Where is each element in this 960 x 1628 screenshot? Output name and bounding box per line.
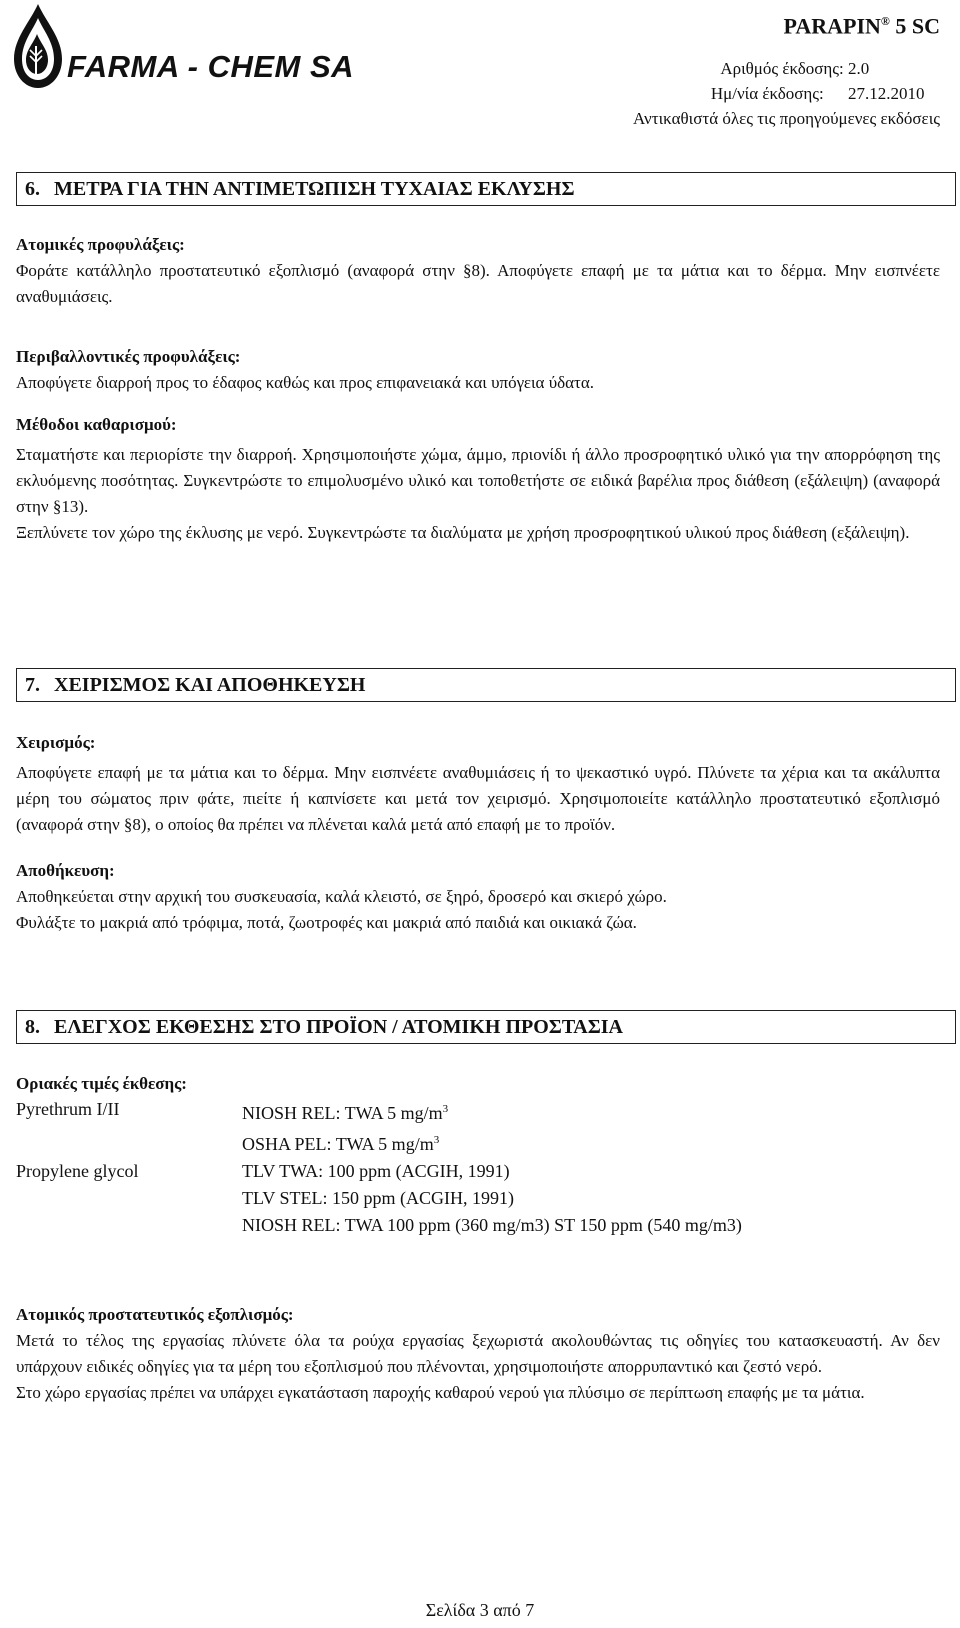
- date-row: [520, 81, 940, 106]
- version-value: 2.0: [848, 59, 870, 78]
- limit-value-text: OSHA PEL: TWA 5 mg/m: [242, 1134, 434, 1154]
- version-row: [520, 56, 940, 81]
- storage-heading: Αποθήκευση:: [16, 861, 115, 880]
- substance-name: [16, 1185, 242, 1212]
- handling-text: Αποφύγετε επαφή με τα μάτια και το δέρμα. Μην εισπνέετε αναθυμιάσεις ή το ψεκαστικό υγρό. Πλύνετε τα χέρια και τα ακάλυπτα μέρη του σώματος πριν φάτε, πιείτε ή καπνίσετε και μετά τον χειρισμό. Χρησιμοποιείτε κατάλληλο προστατευτικό εξοπλισμό (αναφορά στην §8), ο οποίος θα πρέπει να πλένεται καλά μετά από επαφή με το προϊόν.: [16, 763, 940, 834]
- supersedes-note: Αντικαθιστά όλες τις προηγούμενες εκδόσεις: [633, 109, 940, 128]
- company-logo-text: FARMA - CHEM SA: [67, 49, 355, 84]
- limit-value: [242, 1127, 439, 1158]
- limit-value: [242, 1185, 514, 1212]
- exposure-limit-row: [16, 1212, 742, 1239]
- exposure-limits-heading: Οριακές τιμές έκθεσης:: [16, 1074, 187, 1093]
- storage-text: Αποθηκεύεται στην αρχική του συσκευασία, καλά κλειστό, σε ξηρό, δροσερό και σκιερό χώρο.: [16, 887, 667, 906]
- exposure-limit-row: [16, 1127, 742, 1158]
- section-8-header: [16, 1010, 956, 1044]
- section-7-number: 7.: [25, 673, 40, 696]
- page-number: Σελίδα 3 από 7: [425, 1600, 535, 1620]
- ppe-heading: Ατομικός προστατευτικός εξοπλισμός:: [16, 1305, 294, 1324]
- version-info: [520, 56, 940, 131]
- limit-value-superscript: 3: [433, 1134, 440, 1146]
- substance-name: Propylene glycol: [16, 1161, 139, 1181]
- limit-value: [242, 1212, 742, 1239]
- exposure-limit-row: [16, 1158, 742, 1185]
- drop-leaf-icon: [14, 4, 74, 94]
- limit-value-text: NIOSH REL: TWA 5 mg/m: [242, 1103, 443, 1123]
- limit-value-text: TLV TWA: 100 ppm (ACGIH, 1991): [242, 1161, 510, 1181]
- environmental-precautions-text: Αποφύγετε διαρροή προς το έδαφος καθώς και προς επιφανειακά και υπόγεια ύδατα.: [16, 373, 595, 392]
- product-suffix: 5 SC: [895, 13, 940, 39]
- substance-name: [16, 1127, 242, 1158]
- limit-value-superscript: 3: [442, 1103, 449, 1115]
- cleanup-methods-heading: Μέθοδοι καθαρισμού:: [16, 415, 177, 434]
- limit-value: [242, 1158, 510, 1185]
- section-6-title: ΜΕΤΡΑ ΓΙΑ ΤΗΝ ΑΝΤΙΜΕΤΩΠΙΣΗ ΤΥΧΑΙΑΣ ΕΚΛΥΣΗΣ: [54, 177, 575, 200]
- exposure-limit-row: [16, 1185, 742, 1212]
- environmental-precautions-heading: Περιβαλλοντικές προφυλάξεις:: [16, 347, 241, 366]
- section-7-title: ΧΕΙΡΙΣΜΟΣ ΚΑΙ ΑΠΟΘΗΚΕΥΣΗ: [54, 673, 366, 696]
- section-8-number: 8.: [25, 1015, 40, 1038]
- exposure-limits-table: [16, 1096, 742, 1239]
- section-6-header: [16, 172, 956, 206]
- registered-mark: ®: [880, 14, 890, 28]
- product-name: [784, 6, 940, 41]
- exposure-limit-row: [16, 1096, 742, 1127]
- cleanup-methods-text-2: Ξεπλύνετε τον χώρο της έκλυσης με νερό. Συγκεντρώστε τα διαλύματα με χρήση προσροφητικού υλικού προς διάθεση (εξάλειψη).: [16, 523, 910, 542]
- ppe-text-2: Στο χώρο εργασίας πρέπει να υπάρχει εγκατάσταση παροχής καθαρού νερού για πλύσιμο σε περίπτωση επαφής με τα μάτια.: [16, 1383, 865, 1402]
- section-7-header: [16, 668, 956, 702]
- limit-value-text: NIOSH REL: TWA 100 ppm (360 mg/m3) ST 150 ppm (540 mg/m3): [242, 1215, 742, 1235]
- company-logo: [14, 4, 394, 99]
- date-value: 27.12.2010: [848, 84, 925, 103]
- personal-precautions-heading: Ατομικές προφυλάξεις:: [16, 235, 185, 254]
- substance-name: Pyrethrum I/II: [16, 1099, 120, 1119]
- cleanup-methods-text: Σταματήστε και περιορίστε την διαρροή. Χρησιμοποιήστε χώμα, άμμο, πριονίδι ή άλλο προσροφητικό υλικό για την απορρόφηση της εκλυόμενης ποσότητας. Συγκεντρώστε το επιμολυσμένο υλικό και τοποθετήστε σε ειδικά βαρέλια προς διάθεση (εξάλειψη) (αναφορά στην §13).: [16, 445, 940, 516]
- exposure-limits-heading-wrap: [16, 1071, 940, 1097]
- section-7-content: [16, 730, 940, 936]
- product-name-text: PARAPIN: [783, 13, 881, 39]
- storage-text-2: Φυλάξτε το μακριά από τρόφιμα, ποτά, ζωοτροφές και μακριά από παιδιά και οικιακά ζώα.: [16, 913, 637, 932]
- version-label: Αριθμός έκδοσης:: [720, 59, 844, 78]
- handling-heading: Χειρισμός:: [16, 733, 96, 752]
- section-6-number: 6.: [25, 177, 40, 200]
- document-meta: [784, 6, 940, 41]
- section-8-title: ΕΛΕΓΧΟΣ ΕΚΘΕΣΗΣ ΣΤΟ ΠΡΟΪΟΝ / ΑΤΟΜΙΚΗ ΠΡΟΣΤΑΣΙΑ: [54, 1015, 623, 1038]
- ppe-text: Μετά το τέλος της εργασίας πλύνετε όλα τα ρούχα εργασίας ξεχωριστά ακολουθώντας τις οδηγίες του κατασκευαστή. Αν δεν υπάρχουν ειδικές οδηγίες για τα μέρη του εξοπλισμού που πλένονται, χρησιμοποιήστε απορρυπαντικό και ζεστό νερό.: [16, 1331, 940, 1376]
- ppe-content: [16, 1302, 940, 1406]
- limit-value: [242, 1096, 448, 1127]
- personal-precautions-text: Φοράτε κατάλληλο προστατευτικό εξοπλισμό (αναφορά στην §8). Αποφύγετε επαφή με τα μάτια και το δέρμα. Μην εισπνέετε αναθυμιάσεις.: [16, 261, 940, 306]
- section-6-content: [16, 232, 940, 546]
- substance-name: [16, 1212, 242, 1239]
- date-label: Ημ/νία έκδοσης:: [710, 84, 824, 103]
- limit-value-text: TLV STEL: 150 ppm (ACGIH, 1991): [242, 1188, 514, 1208]
